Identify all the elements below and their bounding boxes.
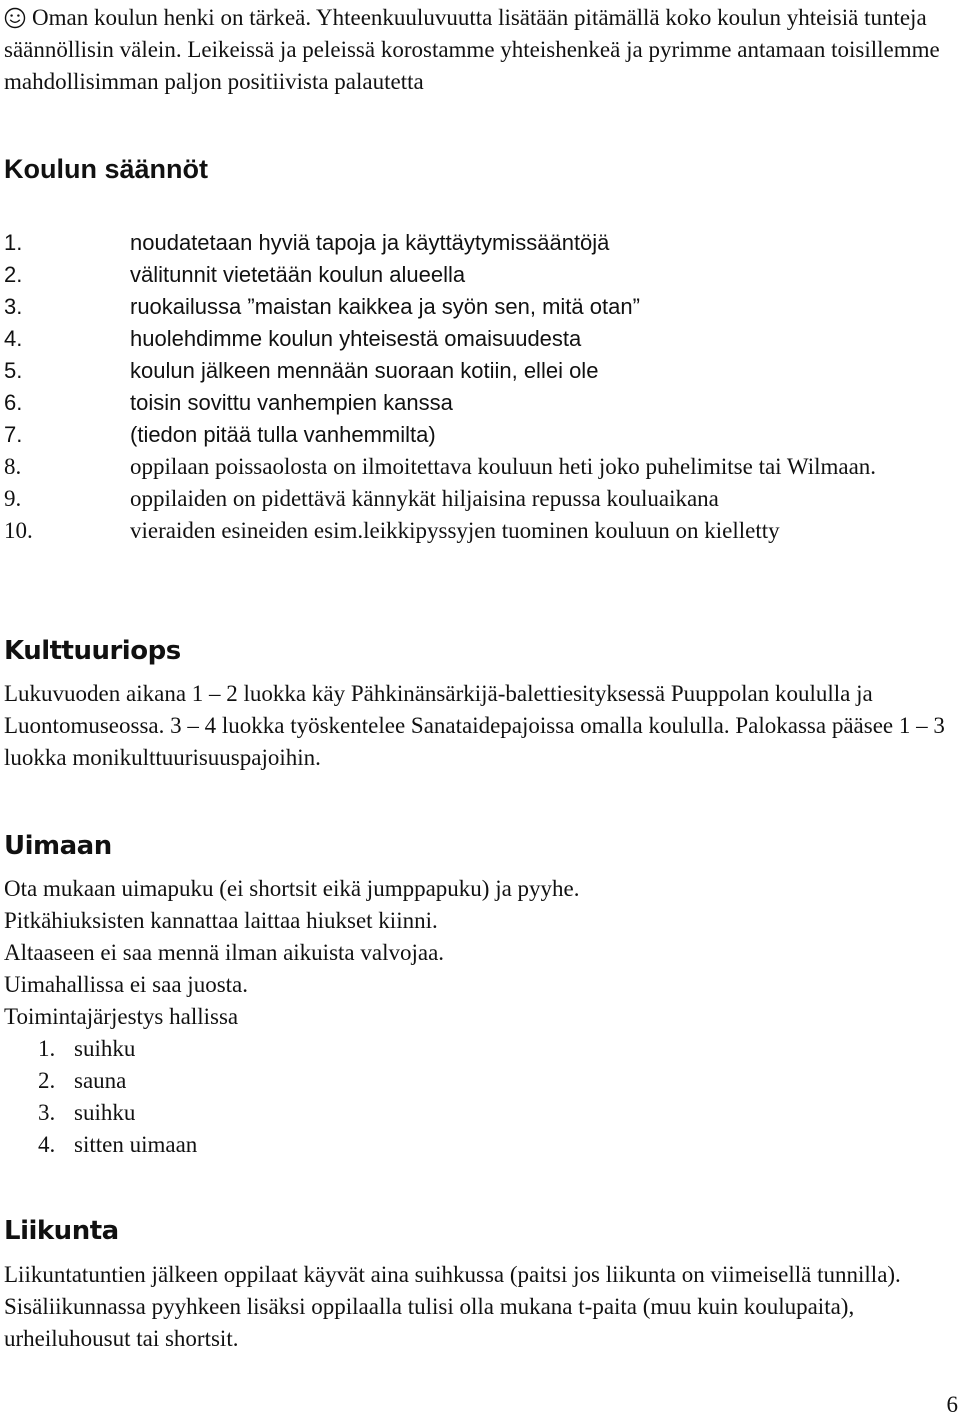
list-item: [0, 227, 960, 259]
list-item-text: noudatetaan hyviä tapoja ja käyttäytymissääntöjä: [130, 230, 610, 255]
intro-paragraph: [4, 2, 954, 98]
rules-heading: Koulun säännöt: [4, 154, 208, 184]
list-item-number: 4.: [38, 1132, 56, 1157]
list-item-number: 10.: [4, 518, 33, 543]
rules-list: [0, 227, 960, 547]
list-item: [0, 1129, 197, 1161]
swimming-heading: Uimaan: [4, 831, 112, 861]
list-item: [0, 483, 960, 515]
list-item-text: oppilaiden on pidettävä kännykät hiljaisina repussa kouluaikana: [130, 486, 719, 511]
swimming-lines: [4, 873, 954, 1033]
swimming-order-list: [0, 1033, 197, 1161]
list-item: [0, 419, 960, 451]
text-line: Toimintajärjestys hallissa: [4, 1004, 239, 1029]
list-item-number: 7.: [4, 422, 23, 447]
page-number: 6: [946, 1392, 958, 1417]
list-item-text: suihku: [74, 1100, 136, 1125]
list-item-number: 1.: [4, 230, 23, 255]
list-item: [0, 451, 960, 483]
list-item-text: toisin sovittu vanhempien kanssa: [130, 390, 453, 415]
list-item-number: 3.: [38, 1100, 56, 1125]
list-item-text: koulun jälkeen mennään suoraan kotiin, ellei ole: [130, 358, 599, 383]
text-line: Altaaseen ei saa mennä ilman aikuista valvojaa.: [4, 940, 445, 965]
list-item: [0, 1065, 197, 1097]
list-item: [0, 291, 960, 323]
list-item: [0, 515, 960, 547]
list-item-number: 6.: [4, 390, 23, 415]
text-line: Pitkähiuksisten kannattaa laittaa hiukset kiinni.: [4, 908, 438, 933]
list-item: [0, 355, 960, 387]
list-item-text: oppilaan poissaolosta on ilmoitettava kouluun heti joko puhelimitse tai Wilmaan.: [130, 454, 877, 479]
list-item-number: 8.: [4, 454, 22, 479]
sports-paragraph: Liikuntatuntien jälkeen oppilaat käyvät aina suihkussa (paitsi jos liikunta on viimeisellä tunnilla). Sisäliikunnassa pyyhkeen lisäksi oppilaalla tulisi olla mukana t-paita (muu kuin koulupaita), urheiluhousut tai shortsit.: [4, 1262, 901, 1351]
list-item-text: vieraiden esineiden esim.leikkipyssyjen tuominen kouluun on kielletty: [130, 518, 780, 543]
culture-heading: Kulttuuriops: [4, 636, 181, 666]
list-item: [0, 387, 960, 419]
smiley-icon: [4, 7, 26, 29]
list-item-number: 5.: [4, 358, 23, 383]
culture-paragraph: Lukuvuoden aikana 1 – 2 luokka käy Pähkinänsärkijä-balettiesityksessä Puuppolan koululla ja Luontomuseossa. 3 – 4 luokka työskentelee Sanataidepajoissa omalla koululla. Palokassa pääsee 1 – 3 luokka monikulttuurisuuspajoihin.: [4, 681, 945, 770]
list-item: [0, 1033, 197, 1065]
text-line: Ota mukaan uimapuku (ei shortsit eikä jumppapuku) ja pyyhe.: [4, 876, 580, 901]
list-item-number: 3.: [4, 294, 23, 319]
list-item: [0, 1097, 197, 1129]
list-item: [0, 323, 960, 355]
list-item-number: 4.: [4, 326, 23, 351]
sports-heading: Liikunta: [4, 1216, 119, 1246]
list-item-number: 1.: [38, 1036, 56, 1061]
list-item-text: sauna: [74, 1068, 127, 1093]
list-item-number: 2.: [38, 1068, 56, 1093]
list-item-number: 9.: [4, 486, 22, 511]
list-item-text: välitunnit vietetään koulun alueella: [130, 262, 466, 287]
list-item-text: (tiedon pitää tulla vanhemmilta): [130, 422, 436, 447]
text-line: Uimahallissa ei saa juosta.: [4, 972, 248, 997]
list-item-text: huolehdimme koulun yhteisestä omaisuudesta: [130, 326, 582, 351]
list-item-text: suihku: [74, 1036, 136, 1061]
list-item-text: ruokailussa ”maistan kaikkea ja syön sen, mitä otan”: [130, 294, 640, 319]
list-item-text: sitten uimaan: [74, 1132, 198, 1157]
intro-text: Oman koulun henki on tärkeä. Yhteenkuuluvuutta lisätään pitämällä koko koulun yhteisiä tunteja säännöllisin välein. Leikeissä ja peleissä korostamme yhteishenkeä ja pyrimme antamaan toisillemme mahdollisimman paljon positiivista palautetta: [4, 5, 940, 94]
list-item-number: 2.: [4, 262, 23, 287]
list-item: [0, 259, 960, 291]
